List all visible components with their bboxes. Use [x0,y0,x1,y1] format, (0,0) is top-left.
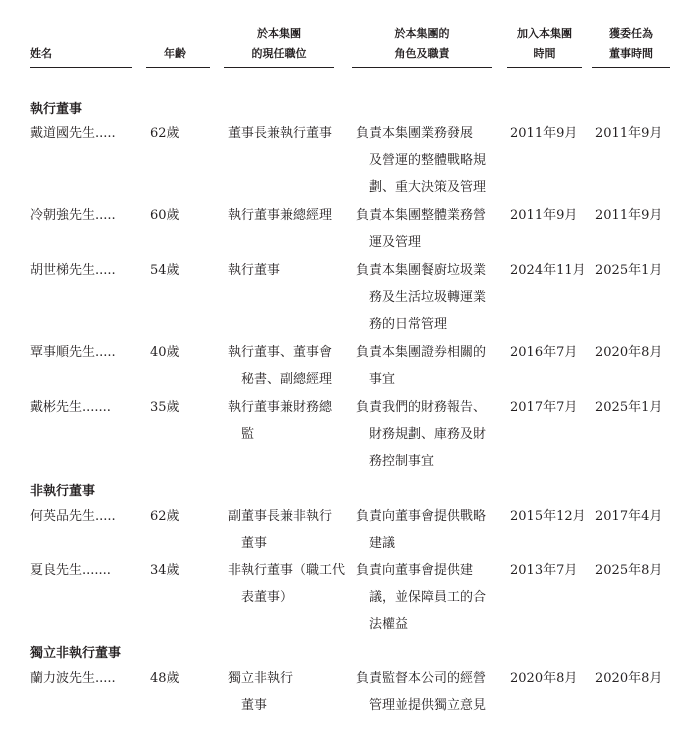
section-title-independent: 獨立非執行董事 [30,646,122,661]
position-line: 表董事） [241,590,294,605]
header-appointed-line1: 獲委任為 [609,27,653,40]
header-joined-line2: 時間 [533,47,556,60]
role-line: 及營運的整體戰略規 [369,153,487,168]
role-line: 負責本集團業務發展 [356,126,474,141]
director-role [356,120,486,201]
director-age: 54歲 [150,263,180,278]
director-joined-date: 2015年12月 [510,509,586,524]
position-line: 董事 [241,536,268,551]
director-name: 何英品先生..... [30,509,116,524]
director-position: 董事長兼執行董事 [228,126,333,141]
header-rule-age [146,67,210,68]
header-rule-name [30,67,132,68]
director-joined-date: 2013年7月 [510,563,578,578]
director-joined-date: 2024年11月 [510,263,586,278]
director-position [228,557,345,611]
director-position [228,394,332,448]
director-position [228,339,332,393]
role-line: 管理並提供獨立意見 [369,698,487,713]
header-appointed [592,24,670,64]
role-line: 議，並保障員工的合 [369,590,487,605]
header-position-line1: 於本集團 [257,27,301,40]
role-line: 建議 [369,536,396,551]
director-appointed-date: 2011年9月 [595,208,663,223]
role-line: 負責向董事會提供戰略 [356,509,487,524]
role-line: 務及生活垃圾轉運業 [369,290,487,305]
director-appointed-date: 2020年8月 [595,345,663,360]
director-appointed-date: 2020年8月 [595,671,663,686]
director-appointed-date: 2025年1月 [595,263,663,278]
header-position [224,24,334,64]
role-line: 務控制事宜 [369,454,435,469]
director-role [356,503,486,557]
header-rule-position [224,67,334,68]
header-age: 年齡 [164,47,186,60]
header-appointed-line2: 董事時間 [609,47,653,60]
director-role [356,665,486,719]
position-line: 監 [241,427,255,442]
director-position [228,503,332,557]
director-role [356,339,486,393]
director-name: 戴彬先生....... [30,400,111,415]
director-position [228,665,293,719]
section-title-executive: 執行董事 [30,102,83,117]
role-line: 財務規劃、庫務及財 [369,427,487,442]
role-line: 務的日常管理 [369,317,448,332]
header-role [352,24,492,64]
director-appointed-date: 2017年4月 [595,509,663,524]
header-name: 姓名 [30,47,52,60]
director-position: 執行董事 [228,263,281,278]
header-rule-joined [507,67,582,68]
director-age: 62歲 [150,126,180,141]
role-line: 負責向董事會提供建 [356,563,474,578]
director-joined-date: 2016年7月 [510,345,578,360]
position-line: 非執行董事（職工代 [228,563,346,578]
director-name: 胡世梯先生..... [30,263,116,278]
role-line: 負責本集團餐廚垃圾業 [356,263,487,278]
role-line: 劃、重大決策及管理 [369,180,487,195]
director-name: 夏良先生....... [30,563,111,578]
position-line: 董事 [241,698,268,713]
director-role [356,557,486,638]
role-line: 負責本集團證券相關的 [356,345,487,360]
director-appointed-date: 2011年9月 [595,126,663,141]
position-line: 獨立非執行 [228,671,294,686]
header-role-line2: 角色及職責 [394,47,450,60]
position-line: 執行董事、董事會 [228,345,333,360]
director-age: 35歲 [150,400,180,415]
director-role [356,202,486,256]
role-line: 負責我們的財務報告、 [356,400,487,415]
director-age: 34歲 [150,563,180,578]
section-title-non-executive: 非執行董事 [30,484,96,499]
director-joined-date: 2020年8月 [510,671,578,686]
role-line: 事宜 [369,372,396,387]
header-rule-appointed [592,67,670,68]
director-role [356,257,486,338]
director-name: 蘭力波先生..... [30,671,116,686]
director-name: 戴道國先生..... [30,126,116,141]
director-position: 執行董事兼總經理 [228,208,333,223]
header-role-line1: 於本集團的 [394,27,450,40]
director-joined-date: 2011年9月 [510,126,578,141]
director-name: 覃事順先生..... [30,345,116,360]
director-age: 62歲 [150,509,180,524]
role-line: 法權益 [369,617,409,632]
header-joined-line1: 加入本集團 [517,27,572,40]
director-age: 60歲 [150,208,180,223]
director-joined-date: 2011年9月 [510,208,578,223]
director-age: 48歲 [150,671,180,686]
position-line: 執行董事兼財務總 [228,400,333,415]
position-line: 副董事長兼非執行 [228,509,333,524]
header-position-line2: 的現任職位 [251,47,307,60]
director-joined-date: 2017年7月 [510,400,578,415]
director-appointed-date: 2025年1月 [595,400,663,415]
role-line: 負責監督本公司的經營 [356,671,487,686]
director-name: 冷朝強先生..... [30,208,116,223]
director-age: 40歲 [150,345,180,360]
header-rule-role [352,67,492,68]
role-line: 運及管理 [369,235,422,250]
header-joined [507,24,582,64]
director-role [356,394,486,475]
position-line: 秘書、副總經理 [241,372,333,387]
role-line: 負責本集團整體業務營 [356,208,487,223]
director-appointed-date: 2025年8月 [595,563,663,578]
